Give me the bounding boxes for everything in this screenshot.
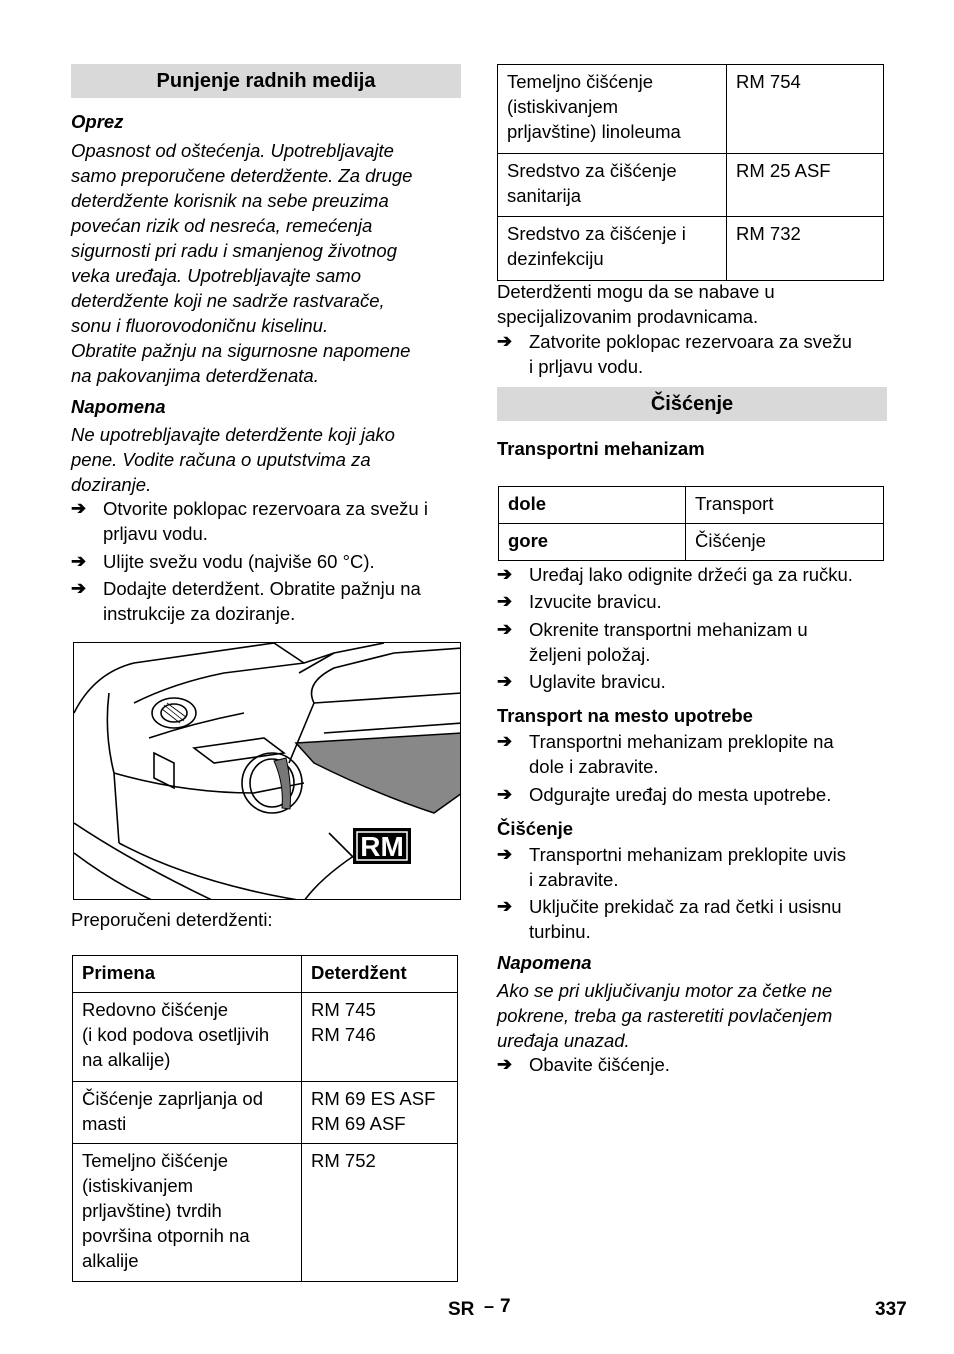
step-line: instrukcije za doziranje. [103,603,296,624]
footer-language: SR [448,1299,475,1320]
position-cell: dole [499,487,686,524]
cell-line: na alkalije) [82,1049,171,1070]
table-cell [302,1144,458,1282]
cell-line: Sredstvo za čišćenje [507,160,677,181]
arrow-icon: ➔ [71,578,87,598]
cleaning-title: Čišćenje [497,818,574,839]
header-application: Primena [73,956,302,993]
cell-line: (i kod podova osetljivih [82,1024,270,1045]
footer-dash: – [484,1296,495,1316]
footer-section-page: 7 [500,1296,511,1317]
cell-line: Temeljno čišćenje [507,71,654,92]
cell-line: prljavštine) linoleuma [507,121,681,142]
note-text [71,422,466,497]
step-line: Okrenite transportni mehanizam u [529,619,808,640]
cell-line: masti [82,1113,127,1134]
step-line: Odgurajte uređaj do mesta upotrebe. [529,784,832,805]
instruction-step [497,894,897,944]
instruction-step [497,329,897,379]
step-line: željeni položaj. [529,644,651,665]
step-line: i zabravite. [529,869,619,890]
cell-line: RM 69 ES ASF [311,1088,436,1109]
arrow-icon: ➔ [497,1054,513,1074]
instruction-step [497,729,897,779]
cell-line: alkalije [82,1250,139,1271]
text-line: doziranje. [71,474,152,495]
step-line: Zatvorite poklopac rezervoara za svežu [529,331,852,352]
step-line: Uređaj lako odignite držeći ga za ručku. [529,564,853,585]
table-header-row [73,956,458,993]
instruction-step [71,576,471,626]
cell-line: prljavštine) tvrdih [82,1200,222,1221]
text-line: deterdžente korisnik na sebe preuzima [71,190,389,211]
text-line: Deterdženti mogu da se nabave u [497,281,775,302]
text-line: pene. Vodite računa o uputstvima za [71,449,371,470]
arrow-icon: ➔ [497,591,513,611]
table-cell [73,993,302,1082]
instruction-step [497,562,897,587]
step-line: turbinu. [529,921,591,942]
cell-line: RM 746 [311,1024,376,1045]
detergent-filling-illustration [73,642,461,900]
cell-line: RM 69 ASF [311,1113,406,1134]
cell-line: površina otpornih na [82,1225,250,1246]
note-text-right [497,978,892,1053]
cell-line: RM 732 [736,223,801,244]
table-cell [73,1082,302,1144]
mode-cell: Transport [686,487,884,524]
step-line: Otvorite poklopac rezervoara za svežu i [103,498,428,519]
cell-line: (istiskivanjem [507,96,619,117]
step-line: Dodajte deterdžent. Obratite pažnju na [103,578,421,599]
arrow-icon: ➔ [71,551,87,571]
cell-line: Redovno čišćenje [82,999,229,1020]
step-line: Uključite prekidač za rad četki i usisnu [529,896,842,917]
section-heading-filling: Punjenje radnih medija [71,64,461,98]
instruction-step [71,549,471,574]
table-row [499,524,884,561]
table-cell [727,65,884,154]
arrow-icon: ➔ [497,564,513,584]
position-cell: gore [499,524,686,561]
cell-line: Sredstvo za čišćenje i [507,223,686,244]
table-row [73,1144,458,1282]
step-line: Transportni mehanizam preklopite na [529,731,834,752]
text-line: deterdžente koji ne sadrže rastvarače, [71,290,385,311]
step-line: dole i zabravite. [529,756,659,777]
note-title: Napomena [71,396,166,417]
table-cell [727,217,884,281]
table-cell [498,154,727,217]
text-line: povećan rizik od nesreća, remećenja [71,215,373,236]
cell-line: (istiskivanjem [82,1175,194,1196]
transport-place-title: Transport na mesto upotrebe [497,705,753,726]
arrow-icon: ➔ [497,731,513,751]
arrow-icon: ➔ [71,498,87,518]
arrow-icon: ➔ [497,671,513,691]
caution-title: Oprez [71,111,124,132]
instruction-step [497,669,897,694]
step-line: Transportni mehanizam preklopite uvis [529,844,847,865]
arrow-icon: ➔ [497,844,513,864]
table-cell [302,1082,458,1144]
text-line: pokrene, treba ga rasteretiti povlačenjem [497,1005,833,1026]
arrow-icon: ➔ [497,896,513,916]
text-line: sonu i fluorovodoničnu kiselinu. [71,315,329,336]
step-line: Ulijte svežu vodu (najviše 60 °C). [103,551,375,572]
step-line: prljavu vodu. [103,523,208,544]
step-line: i prljavu vodu. [529,356,644,377]
instruction-step [71,496,471,546]
text-line: specijalizovanim prodavnicama. [497,306,759,327]
cell-line: sanitarija [507,185,582,206]
mode-cell: Čišćenje [686,524,884,561]
instruction-step [497,842,897,892]
cell-line: Temeljno čišćenje [82,1150,229,1171]
step-line: Obavite čišćenje. [529,1054,670,1075]
arrow-icon: ➔ [497,784,513,804]
arrow-icon: ➔ [497,619,513,639]
table-cell [727,154,884,217]
step-line: Uglavite bravicu. [529,671,666,692]
table-cell [498,65,727,154]
table-row [73,1082,458,1144]
table-cell [302,993,458,1082]
text-line: samo preporučene deterdžente. Za druge [71,165,413,186]
cell-line: RM 25 ASF [736,160,831,181]
note-title-right: Napomena [497,952,592,973]
transport-mechanism-title: Transportni mehanizam [497,438,705,459]
cell-line: Čišćenje zaprljanja od [82,1088,263,1109]
header-detergent: Deterdžent [302,956,458,993]
table-cell [73,1144,302,1282]
table-cell [498,217,727,281]
transport-table [498,486,884,561]
table-row [498,154,884,217]
availability-text [497,279,892,329]
instruction-step [497,782,897,807]
text-line: Ako se pri uključivanju motor za četke ne [497,980,833,1001]
instruction-step [497,1052,897,1077]
detergent-table-continued [497,64,884,281]
text-line: veka uređaja. Upotrebljavajte samo [71,265,361,286]
cell-line: RM 754 [736,71,801,92]
text-line: na pakovanjima deterdženata. [71,365,319,386]
detergent-table [72,955,458,1282]
cell-line: RM 752 [311,1150,376,1171]
rm-label: RM [360,831,404,862]
instruction-step [497,589,897,614]
cell-line: dezinfekciju [507,248,604,269]
table-row [498,65,884,154]
text-line: sigurnosti pri radu i smanjenog životnog [71,240,397,261]
machine-tank-drawing [74,643,461,900]
instruction-step [497,617,897,667]
table-row [498,217,884,281]
step-line: Izvucite bravicu. [529,591,662,612]
section-heading-cleaning: Čišćenje [497,387,887,421]
text-line: Obratite pažnju na sigurnosne napomene [71,340,411,361]
caution-text [71,138,466,388]
text-line: Ne upotrebljavajte deterdžente koji jako [71,424,395,445]
page-number: 337 [875,1299,907,1320]
recommended-detergents-label: Preporučeni deterdženti: [71,909,273,930]
cell-line: RM 745 [311,999,376,1020]
text-line: Opasnost od oštećenja. Upotrebljavajte [71,140,394,161]
text-line: uređaja unazad. [497,1030,630,1051]
arrow-icon: ➔ [497,331,513,351]
table-row [499,487,884,524]
table-row [73,993,458,1082]
